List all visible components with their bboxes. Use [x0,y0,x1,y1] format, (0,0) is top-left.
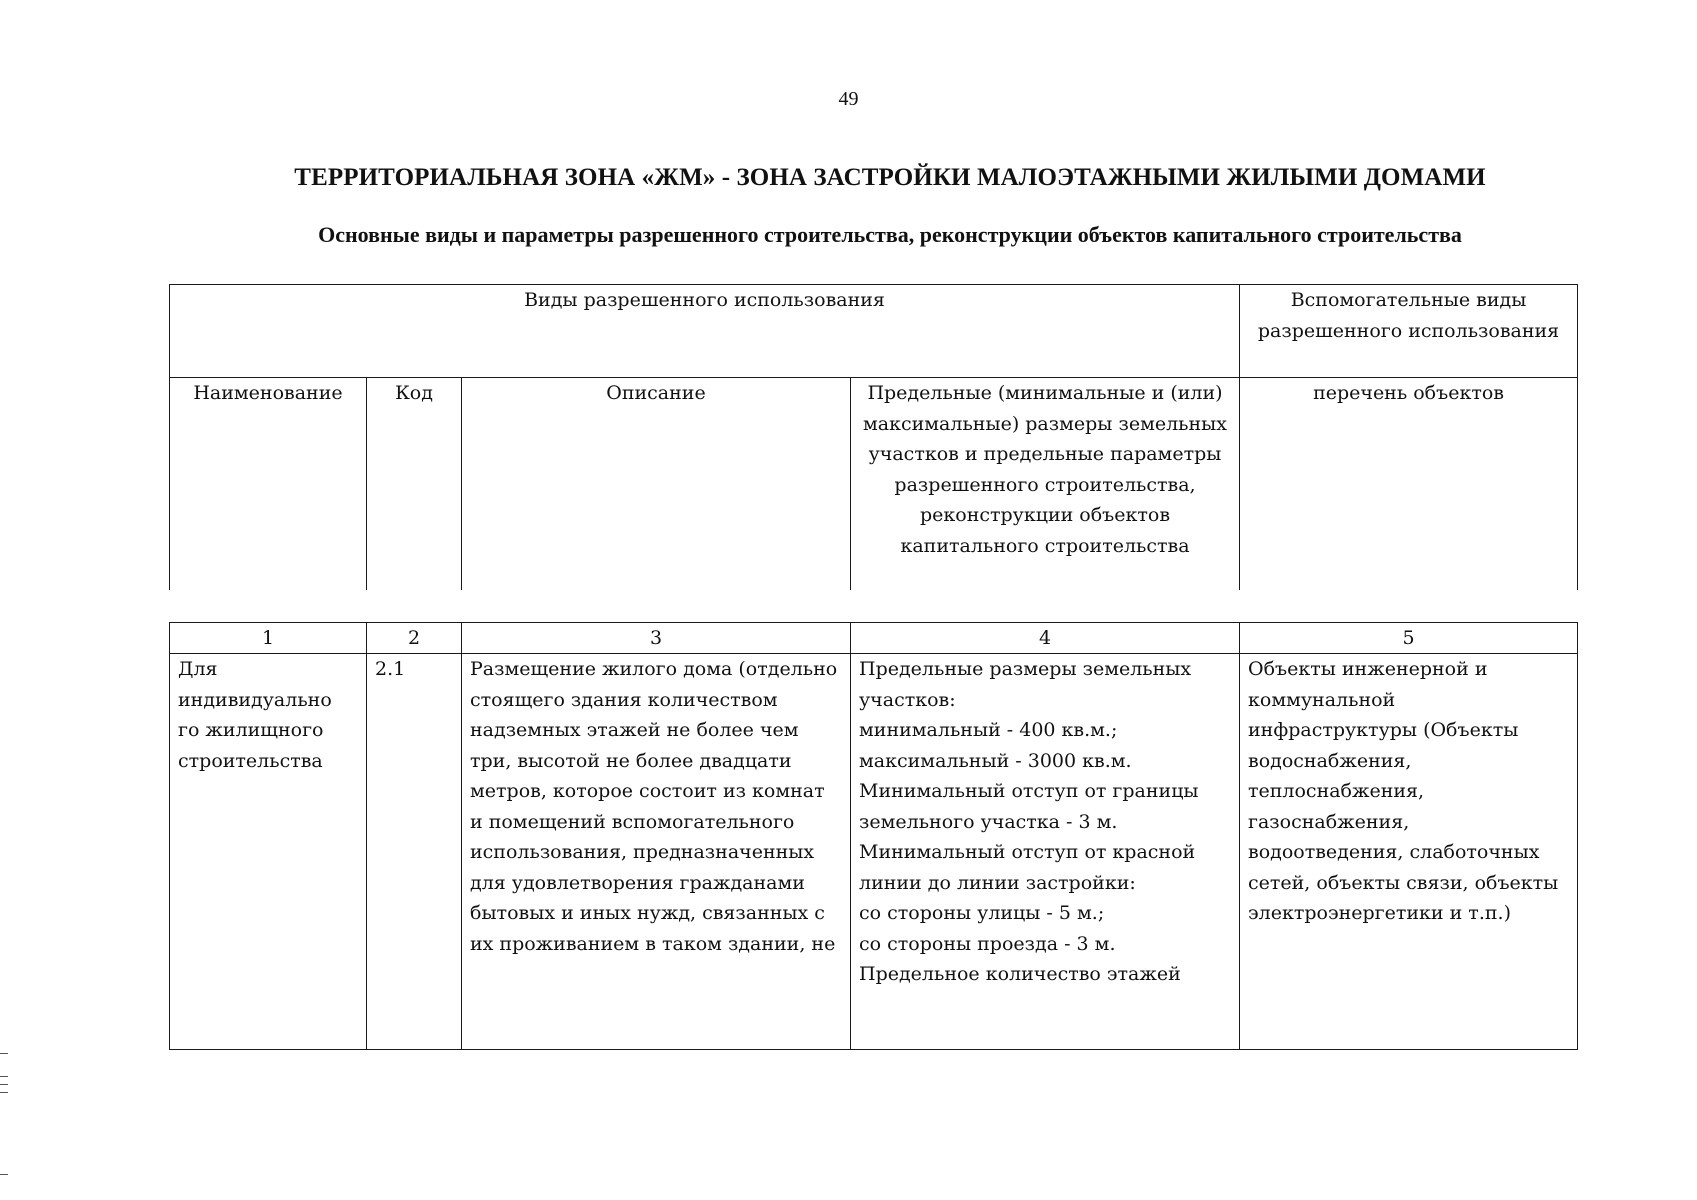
column-number: 2 [367,623,462,654]
column-number: 5 [1240,623,1578,654]
column-number: 1 [170,623,367,654]
row-code: 2.1 [367,654,462,1050]
header-col-code: Код [367,378,462,591]
scan-mark [0,1174,8,1175]
limits-line: со стороны улицы - 5 м.; [859,902,1105,924]
limits-line: Минимальный отступ от границы земельного участка - 3 м. [859,780,1199,833]
header-table [169,284,1578,590]
limits-line: Минимальный отступ от красной линии до линии застройки: [859,841,1196,894]
limits-line: со стороны проезда - 3 м. [859,932,1116,955]
limits-line: минимальный - 400 кв.м.; [859,719,1118,741]
row-limits [851,654,1240,1050]
header-col-limits: Предельные (минимальные и (или) максимальные) размеры земельных участков и предельные параметры разрешенного строительства, реконструкции объектов капитального строительства [851,378,1240,591]
header-col-name: Наименование [170,378,367,591]
header-group-main: Виды разрешенного использования [170,285,1240,378]
row-name: Для индивидуально го жилищного строительства [170,654,367,1050]
header-group-aux: Вспомогательные виды разрешенного использования [1240,285,1578,378]
column-number: 3 [462,623,851,654]
page-number: 49 [838,88,859,110]
column-number-row [170,623,1578,654]
header-col-description: Описание [462,378,851,591]
scan-mark [0,1053,8,1054]
scan-mark [0,1076,8,1077]
column-number: 4 [851,623,1240,654]
limits-line: Предельные размеры земельных участков: [859,658,1192,711]
limits-line: максимальный - 3000 кв.м. [859,749,1132,772]
scan-mark [0,1084,8,1085]
zone-title: ТЕРРИТОРИАЛЬНАЯ ЗОНА «ЖМ» - ЗОНА ЗАСТРОЙКИ МАЛОЭТАЖНЫМИ ЖИЛЫМИ ДОМАМИ [294,164,1486,191]
row-objects: Объекты инженерной и коммунальной инфраструктуры (Объекты водоснабжения, теплоснабжения, газоснабжения, водоотведения, слаботочных сетей, объекты связи, объекты электроэнергетики и т.п.) [1240,654,1578,1050]
header-col-objects: перечень объектов [1240,378,1578,591]
table-row [170,654,1578,1050]
row-description: Размещение жилого дома (отдельно стоящего здания количеством надземных этажей не более чем три, высотой не более двадцати метров, которое состоит из комнат и помещений вспомогательного использования, предназначенных для удовлетворения гражданами бытовых и иных нужд, связанных с их проживанием в таком здании, не [462,654,851,1050]
section-title: Основные виды и параметры разрешенного строительства, реконструкции объектов капитального строительства [318,222,1462,247]
limits-line: Предельное количество этажей [859,963,1181,985]
scan-mark [0,1092,8,1093]
data-table [169,622,1578,1050]
